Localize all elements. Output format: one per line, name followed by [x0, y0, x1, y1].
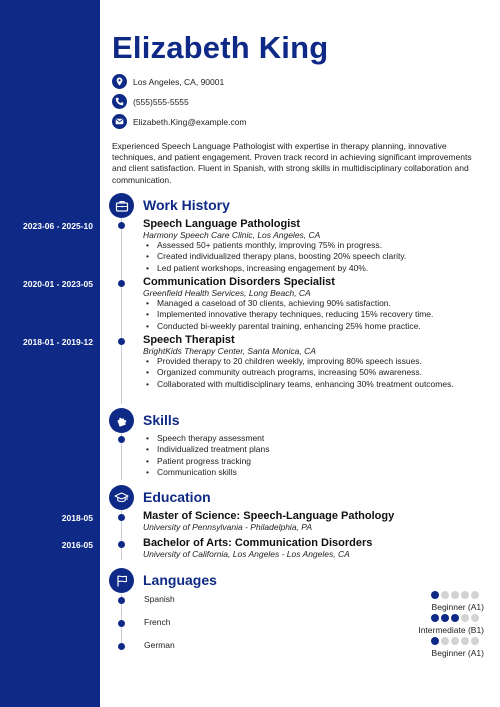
list-item: • Assessed 50+ patients monthly, improving 75% in progress. — [146, 240, 406, 251]
language-rating — [431, 637, 481, 645]
rating-dot-empty — [471, 591, 479, 599]
list-item: • Conducted bi-weekly parental training, enhancing 25% home practice. — [146, 321, 433, 332]
school-name: University of California, Los Angeles - Los Angeles, CA — [143, 549, 350, 559]
language-level: Beginner (A1) — [431, 602, 484, 612]
skills-heading: Skills — [143, 412, 180, 428]
language-rating — [431, 614, 481, 622]
school-name: University of Pennsylvania - Philadelphia, PA — [143, 522, 312, 532]
job-title: Communication Disorders Specialist — [143, 276, 335, 288]
rating-dot-empty — [471, 637, 479, 645]
job-bullets — [146, 240, 406, 274]
list-item: • Organized community outreach programs, increasing 50% awareness. — [146, 367, 466, 378]
address-text: Los Angeles, CA, 90001 — [133, 76, 225, 87]
list-item: • Collaborated with multidisciplinary teams, enhancing 30% treatment outcomes. — [146, 379, 466, 390]
contact-address — [112, 74, 224, 89]
rating-dot-filled — [431, 614, 439, 622]
rating-dot-empty — [451, 591, 459, 599]
list-item: • Implemented innovative therapy techniques, reducing 15% recovery time. — [146, 309, 433, 320]
skill-item: • Speech therapy assessment — [146, 433, 269, 444]
timeline-dot — [118, 436, 125, 443]
list-item: • Led patient workshops, increasing engagement by 40%. — [146, 263, 406, 274]
skill-item: • Patient progress tracking — [146, 456, 269, 467]
work-history-heading: Work History — [143, 197, 230, 213]
job-title: Speech Therapist — [143, 334, 235, 346]
rating-dot-filled — [451, 614, 459, 622]
timeline-dot — [118, 620, 125, 627]
graduation-cap-icon — [109, 485, 134, 510]
phone-text: (555)555-5555 — [133, 96, 189, 107]
list-item: • Managed a caseload of 30 clients, achieving 90% satisfaction. — [146, 298, 433, 309]
education-date: 2018-05 — [61, 513, 93, 523]
timeline-dot — [118, 597, 125, 604]
job-dates: 2020-01 - 2023-05 — [23, 279, 93, 289]
degree-title: Master of Science: Speech-Language Pathology — [143, 510, 395, 522]
job-dates: 2023-06 - 2025-10 — [23, 221, 93, 231]
rating-dot-empty — [451, 637, 459, 645]
timeline-line — [121, 344, 122, 404]
rating-dot-empty — [441, 637, 449, 645]
rating-dot-filled — [431, 637, 439, 645]
job-employer: Harmony Speech Care Clinic, Los Angeles, CA — [143, 230, 321, 240]
language-name: Spanish — [144, 594, 175, 604]
puzzle-icon — [109, 408, 134, 433]
timeline-dot — [118, 643, 125, 650]
timeline-dot — [118, 222, 125, 229]
email-text[interactable]: Elizabeth.King@example.com — [133, 116, 247, 127]
language-name: French — [144, 617, 171, 627]
job-dates: 2018-01 - 2019-12 — [23, 337, 93, 347]
languages-heading: Languages — [143, 572, 217, 588]
job-employer: BrightKids Therapy Center, Santa Monica, CA — [143, 346, 316, 356]
timeline-dot — [118, 514, 125, 521]
rating-dot-empty — [461, 637, 469, 645]
timeline-dot — [118, 541, 125, 548]
envelope-icon — [112, 114, 127, 129]
phone-icon — [112, 94, 127, 109]
job-bullets — [146, 356, 466, 390]
language-level: Beginner (A1) — [431, 648, 484, 658]
rating-dot-empty — [441, 591, 449, 599]
degree-title: Bachelor of Arts: Communication Disorders — [143, 537, 373, 549]
language-level: Intermediate (B1) — [418, 625, 484, 635]
candidate-name: Elizabeth King — [112, 30, 329, 65]
education-heading: Education — [143, 489, 211, 505]
flag-icon — [109, 568, 134, 593]
job-title: Speech Language Pathologist — [143, 218, 301, 230]
rating-dot-empty — [461, 614, 469, 622]
list-item: • Provided therapy to 20 children weekly, improving 80% speech issues. — [146, 356, 466, 367]
job-bullets — [146, 298, 433, 332]
list-item: • Created individualized therapy plans, boosting 20% speech clarity. — [146, 251, 406, 262]
contact-phone — [112, 94, 189, 109]
rating-dot-empty — [461, 591, 469, 599]
job-employer: Greenfield Health Services, Long Beach, CA — [143, 288, 311, 298]
contact-email — [112, 114, 247, 129]
rating-dot-filled — [431, 591, 439, 599]
rating-dot-empty — [471, 614, 479, 622]
education-date: 2016-05 — [61, 540, 93, 550]
location-pin-icon — [112, 74, 127, 89]
rating-dot-filled — [441, 614, 449, 622]
skill-item: • Communication skills — [146, 467, 269, 478]
sidebar — [0, 0, 100, 707]
language-rating — [431, 591, 481, 599]
skills-list — [146, 433, 269, 479]
skill-item: • Individualized treatment plans — [146, 444, 269, 455]
language-name: German — [144, 640, 175, 650]
briefcase-icon — [109, 193, 134, 218]
professional-summary: Experienced Speech Language Pathologist with expertise in therapy planning, innovative techniques, and patient engagement. Proven track record in achieving significant improvements and client satisfaction. Fluent in Spanish, with strong skills in multidisciplinary collaboration and communication. — [112, 141, 472, 185]
timeline-dot — [118, 280, 125, 287]
timeline-dot — [118, 338, 125, 345]
